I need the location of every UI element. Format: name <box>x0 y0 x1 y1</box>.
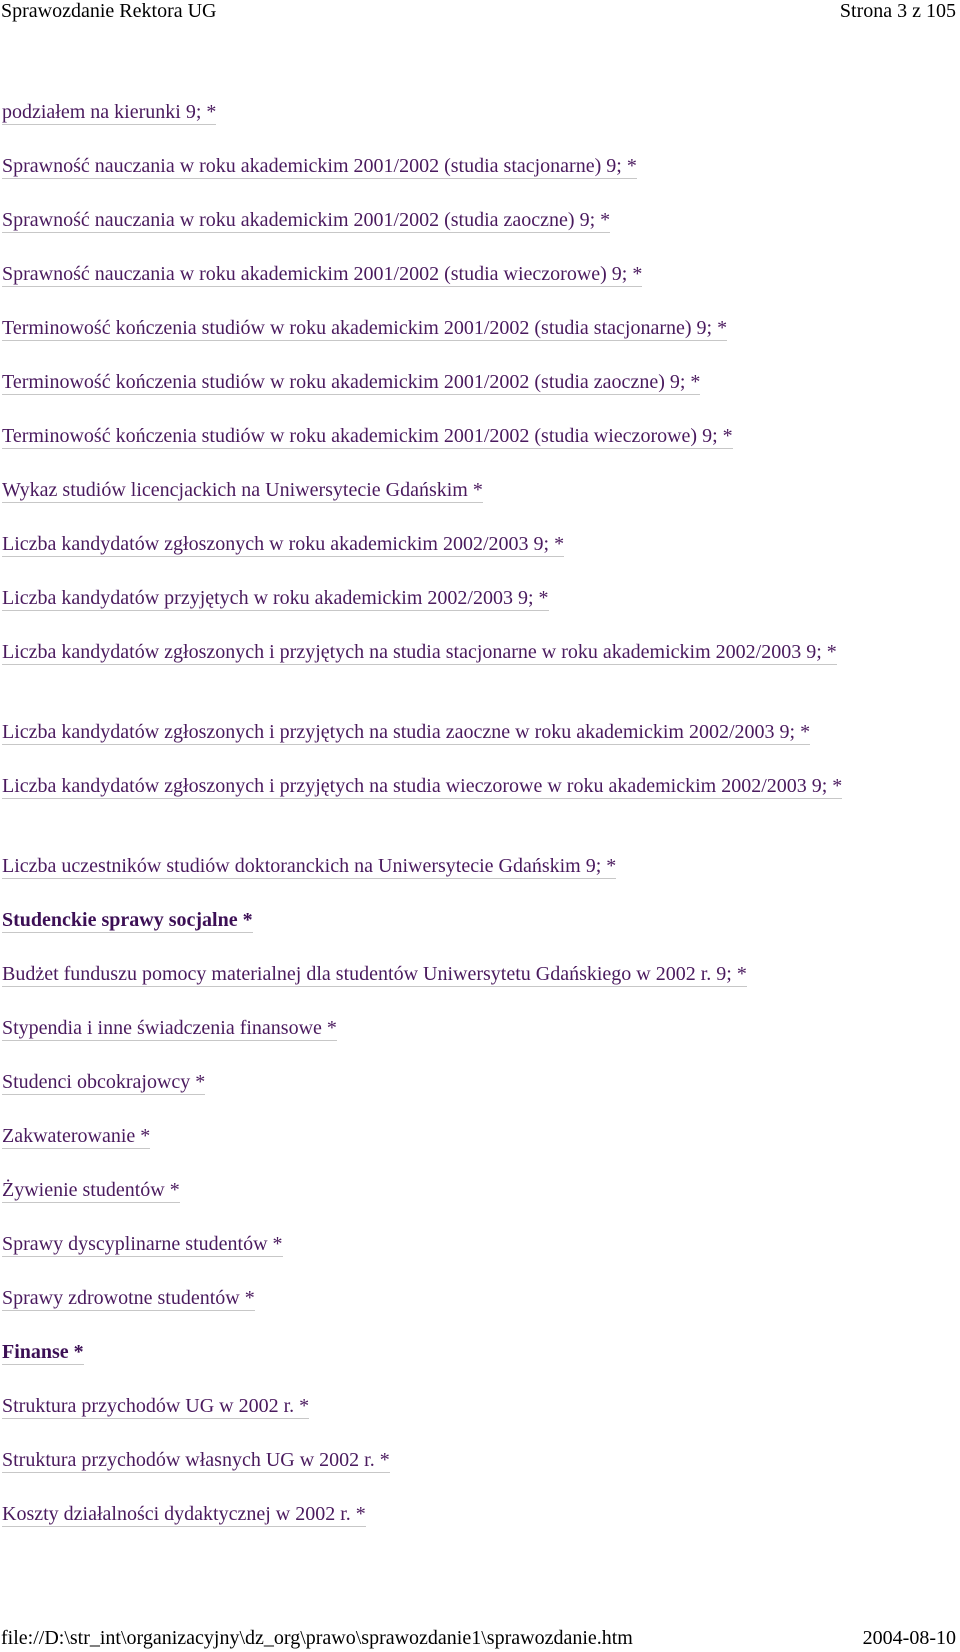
page-number: Strona 3 z 105 <box>839 0 956 22</box>
toc-entry <box>2 155 952 209</box>
toc-entry <box>2 641 952 721</box>
toc-entry <box>2 1179 952 1233</box>
toc-entry <box>2 1341 952 1395</box>
document-title: Sprawozdanie Rektora UG <box>1 0 217 22</box>
toc-link[interactable]: Struktura przychodów własnych UG w 2002 r. * <box>2 1449 390 1471</box>
toc-link[interactable]: Sprawy zdrowotne studentów * <box>2 1287 255 1309</box>
toc-entry <box>2 425 952 479</box>
toc-section-link[interactable]: Finanse * <box>2 1341 84 1363</box>
toc-entry <box>2 1233 952 1287</box>
toc-entry <box>2 101 952 155</box>
toc-link[interactable]: Terminowość kończenia studiów w roku akademickim 2001/2002 (studia wieczorowe) 9; * <box>2 425 733 447</box>
toc-link[interactable]: Liczba kandydatów zgłoszonych i przyjętych na studia zaoczne w roku akademickim 2002/2003 9; * <box>2 721 811 743</box>
toc-entry <box>2 1287 952 1341</box>
toc-entry <box>2 317 952 371</box>
toc-entry <box>2 963 952 1017</box>
toc-link[interactable]: Budżet funduszu pomocy materialnej dla studentów Uniwersytetu Gdańskiego w 2002 r. 9; * <box>2 963 747 985</box>
toc-link[interactable]: Terminowość kończenia studiów w roku akademickim 2001/2002 (studia stacjonarne) 9; * <box>2 317 728 339</box>
toc-entry <box>2 775 952 855</box>
table-of-contents <box>2 101 952 1557</box>
toc-link[interactable]: Liczba uczestników studiów doktoranckich na Uniwersytecie Gdańskim 9; * <box>2 855 617 877</box>
toc-link[interactable]: Wykaz studiów licencjackich na Uniwersytecie Gdańskim * <box>2 479 483 501</box>
toc-entry <box>2 479 952 533</box>
toc-entry <box>2 1449 952 1503</box>
toc-link[interactable]: Sprawność nauczania w roku akademickim 2001/2002 (studia stacjonarne) 9; * <box>2 155 637 177</box>
toc-entry <box>2 1125 952 1179</box>
toc-link[interactable]: podziałem na kierunki 9; * <box>2 101 217 123</box>
toc-link[interactable]: Liczba kandydatów zgłoszonych w roku akademickim 2002/2003 9; * <box>2 533 565 555</box>
toc-entry <box>2 1395 952 1449</box>
toc-entry <box>2 1017 952 1071</box>
toc-section-link[interactable]: Studenckie sprawy socjalne * <box>2 909 253 931</box>
page-footer <box>0 1627 960 1652</box>
toc-link[interactable]: Sprawność nauczania w roku akademickim 2001/2002 (studia zaoczne) 9; * <box>2 209 611 231</box>
page-header <box>0 0 960 26</box>
toc-entry <box>2 721 952 775</box>
toc-link[interactable]: Struktura przychodów UG w 2002 r. * <box>2 1395 310 1417</box>
toc-entry <box>2 909 952 963</box>
toc-link[interactable]: Sprawność nauczania w roku akademickim 2001/2002 (studia wieczorowe) 9; * <box>2 263 643 285</box>
toc-entry <box>2 1071 952 1125</box>
toc-entry <box>2 209 952 263</box>
toc-link[interactable]: Studenci obcokrajowcy * <box>2 1071 206 1093</box>
file-path: file://D:\str_int\organizacyjny\dz_org\prawo\sprawozdanie1\sprawozdanie.htm <box>1 1627 633 1649</box>
toc-link[interactable]: Liczba kandydatów zgłoszonych i przyjętych na studia wieczorowe w roku akademickim 2002/2003 9; * <box>2 775 843 797</box>
toc-entry <box>2 587 952 641</box>
toc-link[interactable]: Terminowość kończenia studiów w roku akademickim 2001/2002 (studia zaoczne) 9; * <box>2 371 701 393</box>
toc-entry <box>2 263 952 317</box>
toc-entry <box>2 855 952 909</box>
print-date: 2004-08-10 <box>862 1627 956 1649</box>
toc-link[interactable]: Żywienie studentów * <box>2 1179 180 1201</box>
toc-entry <box>2 1503 952 1557</box>
toc-link[interactable]: Stypendia i inne świadczenia finansowe * <box>2 1017 337 1039</box>
toc-entry <box>2 533 952 587</box>
toc-link[interactable]: Liczba kandydatów zgłoszonych i przyjętych na studia stacjonarne w roku akademickim 2002/2003 9; * <box>2 641 837 663</box>
toc-link[interactable]: Koszty działalności dydaktycznej w 2002 r. * <box>2 1503 366 1525</box>
toc-link[interactable]: Zakwaterowanie * <box>2 1125 151 1147</box>
toc-link[interactable]: Sprawy dyscyplinarne studentów * <box>2 1233 283 1255</box>
toc-entry <box>2 371 952 425</box>
toc-link[interactable]: Liczba kandydatów przyjętych w roku akademickim 2002/2003 9; * <box>2 587 549 609</box>
